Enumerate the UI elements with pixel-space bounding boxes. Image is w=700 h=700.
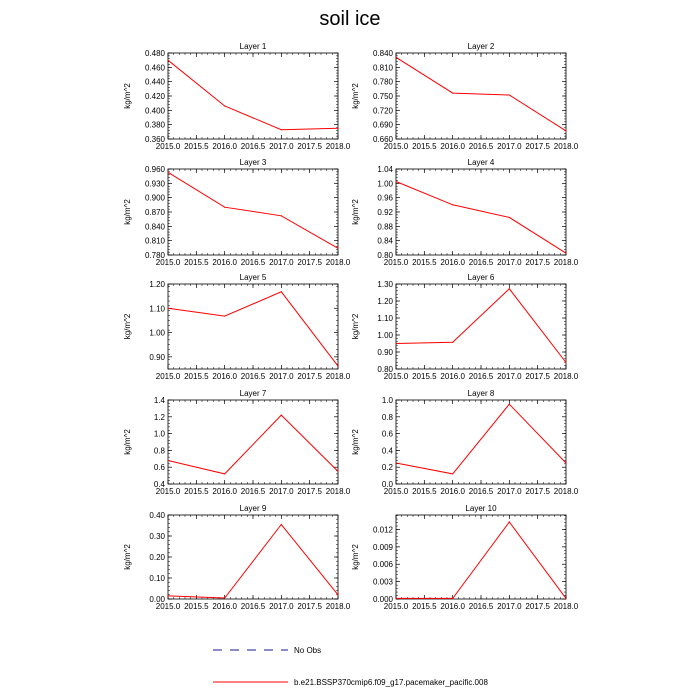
x-tick-label: 2017.0 xyxy=(497,142,522,151)
y-tick-label: 0.780 xyxy=(144,251,165,260)
panel-title: Layer 4 xyxy=(467,158,495,167)
data-point xyxy=(281,129,282,130)
x-tick-label: 2018.0 xyxy=(553,487,579,496)
series-line xyxy=(168,525,338,599)
y-tick-label: 1.2 xyxy=(153,412,165,422)
panel-title: Layer 1 xyxy=(239,42,267,51)
series-line xyxy=(396,57,566,131)
data-point xyxy=(565,253,566,254)
x-tick-label: 2015.0 xyxy=(383,372,409,381)
figure-title: soil ice xyxy=(319,8,381,30)
x-tick-label: 2015.0 xyxy=(155,487,181,496)
y-axis-label: kg/m^2 xyxy=(123,199,132,225)
series-line xyxy=(168,172,338,248)
data-point xyxy=(281,524,282,525)
y-tick-label: 0.000 xyxy=(372,595,393,604)
series-line xyxy=(396,182,566,254)
y-axis-label: kg/m^2 xyxy=(351,544,360,570)
legend-obs-label: No Obs xyxy=(294,646,322,655)
y-tick-label: 0.6 xyxy=(381,429,393,439)
x-tick-label: 2015.5 xyxy=(412,258,437,267)
data-point xyxy=(224,207,225,208)
x-tick-label: 2017.0 xyxy=(497,372,522,381)
y-tick-label: 0.8 xyxy=(153,446,165,456)
y-tick-label: 0.900 xyxy=(144,193,165,203)
x-tick-label: 2016.5 xyxy=(240,258,266,267)
chart-panel-layer-7 xyxy=(123,389,351,496)
y-tick-label: 1.10 xyxy=(377,314,393,323)
y-tick-label: 0.90 xyxy=(149,352,165,362)
data-point xyxy=(395,598,396,599)
x-tick-label: 2017.5 xyxy=(525,372,550,381)
x-tick-label: 2015.5 xyxy=(184,372,209,381)
data-point xyxy=(395,462,396,463)
y-tick-label: 1.20 xyxy=(149,280,165,289)
x-tick-label: 2018.0 xyxy=(553,258,579,267)
x-tick-label: 2018.0 xyxy=(553,142,579,151)
y-axis-label: kg/m^2 xyxy=(123,429,132,455)
data-point xyxy=(337,248,338,249)
data-point xyxy=(509,217,510,218)
y-tick-label: 0.96 xyxy=(377,193,393,203)
data-point xyxy=(167,308,168,309)
y-tick-label: 0.870 xyxy=(144,208,165,217)
x-tick-label: 2016.5 xyxy=(240,372,266,381)
y-tick-label: 0.460 xyxy=(144,63,165,73)
legend xyxy=(213,646,488,687)
x-tick-label: 2018.0 xyxy=(325,602,351,611)
y-tick-label: 0.420 xyxy=(144,92,165,101)
plot-frame xyxy=(396,169,566,255)
y-axis-label: kg/m^2 xyxy=(123,83,132,109)
x-tick-label: 2015.0 xyxy=(383,258,409,267)
plot-frame xyxy=(168,284,338,369)
data-point xyxy=(167,595,168,596)
x-tick-label: 2016.0 xyxy=(440,258,465,267)
panel-title: Layer 3 xyxy=(239,158,267,167)
y-tick-label: 0.80 xyxy=(377,365,393,374)
x-tick-label: 2018.0 xyxy=(553,602,579,611)
y-tick-label: 0.360 xyxy=(144,135,165,144)
y-tick-label: 1.20 xyxy=(377,297,393,306)
data-point xyxy=(224,597,225,598)
panel-title: Layer 2 xyxy=(467,42,495,51)
data-point xyxy=(167,460,168,461)
x-tick-label: 2015.5 xyxy=(184,487,209,496)
x-tick-label: 2015.5 xyxy=(412,372,437,381)
data-point xyxy=(281,415,282,416)
data-point xyxy=(565,598,566,599)
x-tick-label: 2015.0 xyxy=(155,142,181,151)
x-tick-label: 2016.0 xyxy=(440,487,465,496)
chart-panel-layer-4 xyxy=(351,158,579,267)
x-tick-label: 2016.5 xyxy=(468,602,494,611)
x-tick-label: 2017.5 xyxy=(297,258,322,267)
x-tick-label: 2017.0 xyxy=(497,602,522,611)
y-tick-label: 0.480 xyxy=(144,49,165,58)
x-tick-label: 2015.5 xyxy=(184,258,209,267)
y-tick-label: 0.660 xyxy=(372,135,393,144)
x-tick-label: 2017.5 xyxy=(297,602,322,611)
data-point xyxy=(509,94,510,95)
plot-frame xyxy=(168,400,338,484)
panel-title: Layer 7 xyxy=(239,389,267,398)
x-tick-label: 2017.5 xyxy=(525,602,550,611)
y-tick-label: 0.960 xyxy=(144,165,165,174)
y-tick-label: 0.690 xyxy=(372,120,393,130)
chart-panel-layer-10 xyxy=(351,504,579,611)
data-point xyxy=(395,181,396,182)
data-point xyxy=(395,343,396,344)
legend-model-label: b.e21.BSSP370cmip6.f09_g17.pacemaker_pacific.008 xyxy=(294,678,488,687)
x-tick-label: 2016.5 xyxy=(468,487,494,496)
data-point xyxy=(565,362,566,363)
data-point xyxy=(337,365,338,366)
x-tick-label: 2016.0 xyxy=(212,602,237,611)
y-tick-label: 1.10 xyxy=(149,304,165,314)
y-tick-label: 0.930 xyxy=(144,179,165,189)
data-point xyxy=(167,60,168,61)
panel-title: Layer 9 xyxy=(239,504,267,513)
panel-title: Layer 6 xyxy=(467,273,495,282)
x-tick-label: 2017.5 xyxy=(525,142,550,151)
x-tick-label: 2016.0 xyxy=(440,372,465,381)
x-tick-label: 2018.0 xyxy=(325,487,351,496)
data-point xyxy=(337,594,338,595)
y-tick-label: 0.012 xyxy=(372,525,393,535)
x-tick-label: 2017.5 xyxy=(525,258,550,267)
y-tick-label: 1.4 xyxy=(153,396,165,405)
y-tick-label: 1.00 xyxy=(377,331,393,340)
x-tick-label: 2016.5 xyxy=(468,142,494,151)
data-point xyxy=(452,473,453,474)
series-line xyxy=(168,292,338,366)
data-point xyxy=(565,130,566,131)
data-point xyxy=(509,521,510,522)
chart-panel-layer-8 xyxy=(351,389,579,496)
y-tick-label: 0.720 xyxy=(372,106,393,116)
y-tick-label: 0.92 xyxy=(377,208,393,217)
y-tick-label: 0.840 xyxy=(144,222,165,232)
y-tick-label: 0.6 xyxy=(153,463,165,473)
data-point xyxy=(281,291,282,292)
x-tick-label: 2017.0 xyxy=(497,487,522,496)
y-tick-label: 0.80 xyxy=(377,251,393,260)
y-axis-label: kg/m^2 xyxy=(351,83,360,109)
y-tick-label: 0.400 xyxy=(144,106,165,116)
data-point xyxy=(452,598,453,599)
x-tick-label: 2015.0 xyxy=(383,487,409,496)
panel-title: Layer 10 xyxy=(465,504,497,513)
x-tick-label: 2015.5 xyxy=(412,142,437,151)
x-tick-label: 2017.0 xyxy=(269,487,294,496)
x-tick-label: 2017.5 xyxy=(297,487,322,496)
y-tick-label: 1.30 xyxy=(377,280,393,289)
x-tick-label: 2015.5 xyxy=(184,602,209,611)
y-tick-label: 0.003 xyxy=(372,577,393,587)
data-point xyxy=(452,342,453,343)
data-point xyxy=(452,93,453,94)
y-axis-label: kg/m^2 xyxy=(123,544,132,570)
x-tick-label: 2017.0 xyxy=(269,258,294,267)
x-tick-label: 2017.5 xyxy=(297,372,322,381)
y-tick-label: 0.88 xyxy=(377,222,393,232)
y-tick-label: 0.009 xyxy=(372,542,393,552)
x-tick-label: 2018.0 xyxy=(553,372,579,381)
chart-panel-layer-2 xyxy=(351,42,579,151)
y-tick-label: 1.0 xyxy=(381,396,393,405)
chart-panel-layer-6 xyxy=(351,273,579,381)
x-tick-label: 2016.5 xyxy=(468,258,494,267)
x-tick-label: 2016.5 xyxy=(240,487,266,496)
y-tick-label: 0.40 xyxy=(149,511,165,520)
x-tick-label: 2016.0 xyxy=(212,487,237,496)
y-tick-label: 0.006 xyxy=(372,560,393,570)
chart-panel-layer-9 xyxy=(123,504,351,611)
y-tick-label: 1.00 xyxy=(377,179,393,189)
series-line xyxy=(396,404,566,474)
y-tick-label: 0.810 xyxy=(144,236,165,246)
x-tick-label: 2016.0 xyxy=(212,258,237,267)
y-tick-label: 1.04 xyxy=(377,165,393,174)
x-tick-label: 2017.0 xyxy=(497,258,522,267)
x-tick-label: 2016.5 xyxy=(240,142,266,151)
x-tick-label: 2016.0 xyxy=(212,372,237,381)
y-tick-label: 1.0 xyxy=(153,429,165,439)
y-tick-label: 0.810 xyxy=(372,63,393,73)
data-point xyxy=(224,473,225,474)
x-tick-label: 2017.0 xyxy=(269,372,294,381)
chart-panel-layer-1 xyxy=(123,42,351,151)
y-axis-label: kg/m^2 xyxy=(123,313,132,340)
data-point xyxy=(281,215,282,216)
series-line xyxy=(396,289,566,363)
x-tick-label: 2015.0 xyxy=(383,142,409,151)
y-tick-label: 0.750 xyxy=(372,92,393,101)
x-tick-label: 2018.0 xyxy=(325,258,351,267)
x-tick-label: 2017.0 xyxy=(269,142,294,151)
x-tick-label: 2015.0 xyxy=(383,602,409,611)
x-tick-label: 2018.0 xyxy=(325,142,351,151)
y-tick-label: 0.4 xyxy=(381,446,393,456)
chart-panel-layer-3 xyxy=(123,158,351,267)
y-tick-label: 0.4 xyxy=(153,480,165,489)
y-axis-label: kg/m^2 xyxy=(351,429,360,455)
y-tick-label: 0.0 xyxy=(381,480,393,489)
data-point xyxy=(224,315,225,316)
y-tick-label: 0.90 xyxy=(377,348,393,357)
data-point xyxy=(509,288,510,289)
plot-frame xyxy=(396,400,566,484)
x-tick-label: 2015.5 xyxy=(412,487,437,496)
y-axis-label: kg/m^2 xyxy=(351,313,360,340)
plot-frame xyxy=(396,284,566,369)
data-point xyxy=(452,204,453,205)
series-line xyxy=(396,522,566,598)
y-tick-label: 0.84 xyxy=(377,236,393,246)
panel-title: Layer 5 xyxy=(239,273,267,282)
series-line xyxy=(168,415,338,474)
x-tick-label: 2015.0 xyxy=(155,372,181,381)
plot-frame xyxy=(396,515,566,599)
x-tick-label: 2016.5 xyxy=(240,602,266,611)
x-tick-label: 2015.5 xyxy=(412,602,437,611)
x-tick-label: 2015.0 xyxy=(155,602,181,611)
data-point xyxy=(509,404,510,405)
plot-frame xyxy=(168,515,338,599)
data-point xyxy=(337,471,338,472)
x-tick-label: 2018.0 xyxy=(325,372,351,381)
plot-frame xyxy=(396,53,566,139)
x-tick-label: 2017.5 xyxy=(525,487,550,496)
data-point xyxy=(565,462,566,463)
y-tick-label: 0.8 xyxy=(381,412,393,422)
y-tick-label: 1.00 xyxy=(149,328,165,338)
series-line xyxy=(168,60,338,130)
panel-title: Layer 8 xyxy=(467,389,495,398)
y-tick-label: 0.780 xyxy=(372,77,393,87)
y-tick-label: 0.00 xyxy=(149,595,165,604)
x-tick-label: 2017.0 xyxy=(269,602,294,611)
data-point xyxy=(395,57,396,58)
y-axis-label: kg/m^2 xyxy=(351,199,360,225)
x-tick-label: 2015.0 xyxy=(155,258,181,267)
y-tick-label: 0.20 xyxy=(149,553,165,562)
x-tick-label: 2016.0 xyxy=(440,142,465,151)
y-tick-label: 0.30 xyxy=(149,532,165,541)
x-tick-label: 2016.5 xyxy=(468,372,494,381)
y-tick-label: 0.10 xyxy=(149,574,165,583)
x-tick-label: 2016.0 xyxy=(440,602,465,611)
x-tick-label: 2016.0 xyxy=(212,142,237,151)
x-tick-label: 2015.5 xyxy=(184,142,209,151)
data-point xyxy=(224,105,225,106)
data-point xyxy=(337,128,338,129)
y-tick-label: 0.380 xyxy=(144,120,165,130)
y-tick-label: 0.840 xyxy=(372,49,393,58)
data-point xyxy=(167,172,168,173)
plot-frame xyxy=(168,53,338,139)
chart-panel-layer-5 xyxy=(123,273,351,381)
y-tick-label: 0.440 xyxy=(144,77,165,87)
y-tick-label: 0.2 xyxy=(381,463,393,473)
x-tick-label: 2017.5 xyxy=(297,142,322,151)
